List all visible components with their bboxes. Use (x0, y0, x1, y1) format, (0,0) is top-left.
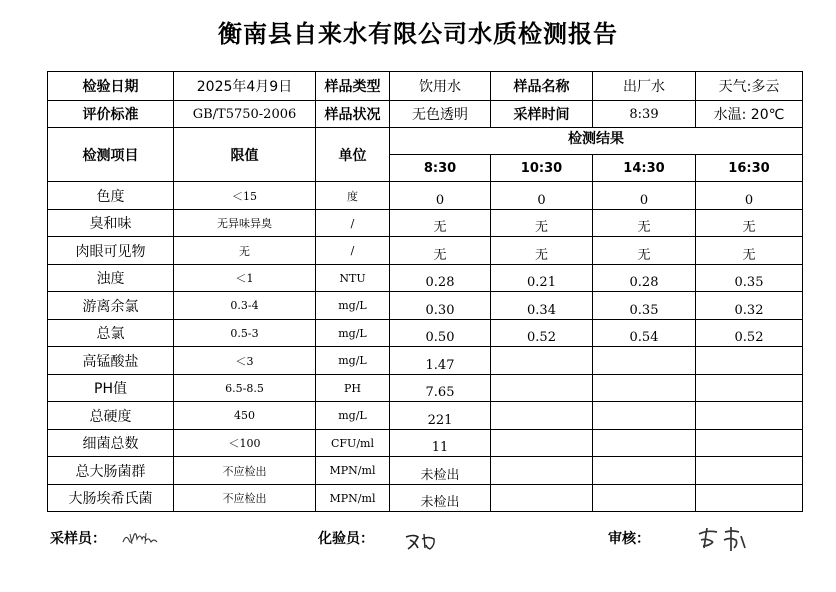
item-name: 总氯 (48, 320, 174, 347)
result-cell (593, 485, 696, 512)
limit-value: ＜1 (174, 265, 316, 292)
item-name: 游离余氯 (48, 292, 174, 320)
result-cell (593, 210, 696, 237)
result-value: 无 (534, 220, 548, 235)
result-cell (390, 430, 491, 457)
result-value: 无 (742, 220, 756, 235)
result-cell (593, 292, 696, 320)
item-name: PH值 (48, 375, 174, 402)
item-header: 检测项目 (48, 128, 174, 182)
result-value: 7.65 (425, 385, 455, 400)
limit-value: 无异味异臭 (174, 210, 316, 237)
result-value: 未检出 (420, 495, 460, 510)
result-value: 0 (639, 193, 649, 208)
result-value: 11 (431, 440, 449, 455)
result-cell (491, 210, 593, 237)
item-name: 臭和味 (48, 210, 174, 237)
time-header: 14:30 (593, 155, 696, 182)
result-cell (696, 457, 803, 485)
result-cell (491, 265, 593, 292)
result-value: 0.28 (629, 275, 659, 290)
result-value: 未检出 (420, 468, 460, 483)
date-label: 检验日期 (48, 72, 174, 101)
result-cell (696, 320, 803, 347)
limit-value: 不应检出 (174, 457, 316, 485)
table-row (48, 402, 803, 430)
result-value: 无 (433, 220, 447, 235)
unit-value: MPN/ml (316, 457, 390, 485)
result-cell (491, 485, 593, 512)
item-name: 总大肠菌群 (48, 457, 174, 485)
table-row (48, 347, 803, 375)
table-row (48, 292, 803, 320)
table-row (48, 457, 803, 485)
result-value: 0.54 (629, 330, 659, 345)
result-value: 0 (744, 193, 754, 208)
results-header: 检测结果 (390, 128, 803, 155)
limit-value: 6.5-8.5 (174, 375, 316, 402)
result-cell (390, 375, 491, 402)
result-value: 0.35 (629, 303, 659, 318)
result-value: 0.34 (527, 303, 556, 318)
result-cell (696, 430, 803, 457)
result-cell (593, 457, 696, 485)
time-header: 16:30 (696, 155, 803, 182)
result-value: 无 (742, 248, 756, 263)
limit-value: 不应检出 (174, 485, 316, 512)
sampling-time-label: 采样时间 (491, 101, 593, 128)
result-cell (390, 265, 491, 292)
result-value: 无 (534, 248, 548, 263)
limit-value: ＜3 (174, 347, 316, 375)
result-cell (696, 265, 803, 292)
result-cell (491, 375, 593, 402)
result-value: 无 (637, 248, 651, 263)
unit-value: 度 (316, 182, 390, 210)
unit-value: mg/L (316, 402, 390, 430)
result-cell (696, 347, 803, 375)
result-cell (390, 402, 491, 430)
reviewer-signature (695, 524, 749, 554)
limit-value: 0.3-4 (174, 292, 316, 320)
header-row-1 (48, 128, 803, 155)
standard-label: 评价标准 (48, 101, 174, 128)
result-cell (390, 320, 491, 347)
result-cell (593, 430, 696, 457)
sample-name-label: 样品名称 (491, 72, 593, 101)
sampler-signature (120, 528, 162, 550)
result-cell (696, 485, 803, 512)
result-cell (696, 182, 803, 210)
result-cell (390, 485, 491, 512)
result-cell (696, 402, 803, 430)
limit-value: 无 (174, 237, 316, 265)
result-cell (491, 237, 593, 265)
result-cell (593, 237, 696, 265)
result-value: 无 (433, 248, 447, 263)
water-temp-value: 水温: 20℃ (696, 101, 803, 128)
result-cell (593, 347, 696, 375)
item-name: 高锰酸盐 (48, 347, 174, 375)
item-name: 细菌总数 (48, 430, 174, 457)
sampler-label: 采样员： (50, 531, 106, 547)
table-row (48, 210, 803, 237)
item-name: 大肠埃希氏菌 (48, 485, 174, 512)
result-cell (491, 182, 593, 210)
info-row-1 (48, 72, 803, 101)
table-row (48, 237, 803, 265)
unit-value: MPN/ml (316, 485, 390, 512)
time-header: 10:30 (491, 155, 593, 182)
result-cell (491, 320, 593, 347)
table-row (48, 320, 803, 347)
result-cell (491, 292, 593, 320)
item-name: 总硬度 (48, 402, 174, 430)
result-cell (696, 210, 803, 237)
result-cell (491, 347, 593, 375)
limit-value: 450 (174, 402, 316, 430)
result-value: 0 (435, 193, 445, 208)
time-header: 8:30 (390, 155, 491, 182)
limit-value: 0.5-3 (174, 320, 316, 347)
unit-value: mg/L (316, 347, 390, 375)
water-quality-table (47, 71, 803, 512)
result-cell (390, 237, 491, 265)
unit-value: CFU/ml (316, 430, 390, 457)
unit-value: mg/L (316, 292, 390, 320)
result-cell (593, 375, 696, 402)
result-value: 0.28 (425, 275, 455, 290)
result-cell (390, 210, 491, 237)
result-value: 0.35 (734, 275, 764, 290)
table-row (48, 182, 803, 210)
result-cell (390, 457, 491, 485)
table-row (48, 375, 803, 402)
reviewer-label: 审核： (608, 531, 650, 547)
result-cell (593, 320, 696, 347)
result-value: 221 (427, 413, 453, 428)
result-value: 0.52 (527, 330, 556, 345)
result-cell (491, 457, 593, 485)
limit-value: ＜100 (174, 430, 316, 457)
result-value: 0.30 (425, 303, 455, 318)
item-name: 色度 (48, 182, 174, 210)
tester-label: 化验员： (318, 531, 374, 547)
limit-value: ＜15 (174, 182, 316, 210)
table-row (48, 485, 803, 512)
info-row-2 (48, 101, 803, 128)
date-value: 2025年4月9日 (174, 72, 316, 101)
standard-value: GB/T5750-2006 (174, 101, 316, 128)
result-value: 0.21 (527, 275, 556, 290)
table-row (48, 430, 803, 457)
result-cell (491, 402, 593, 430)
item-name: 肉眼可见物 (48, 237, 174, 265)
unit-header: 单位 (316, 128, 390, 182)
result-cell (390, 292, 491, 320)
sample-type-label: 样品类型 (316, 72, 390, 101)
result-value: 0 (537, 193, 546, 208)
result-value: 0.52 (734, 330, 764, 345)
item-name: 浊度 (48, 265, 174, 292)
unit-value: / (316, 237, 390, 265)
weather-value: 天气:多云 (696, 72, 803, 101)
result-cell (593, 182, 696, 210)
result-cell (390, 347, 491, 375)
sample-state-label: 样品状况 (316, 101, 390, 128)
unit-value: NTU (316, 265, 390, 292)
unit-value: mg/L (316, 320, 390, 347)
result-cell (696, 375, 803, 402)
sampling-time-value: 8:39 (593, 101, 696, 128)
report-title: 衡南县自来水有限公司水质检测报告 (218, 20, 618, 48)
result-cell (491, 430, 593, 457)
result-value: 1.47 (425, 358, 455, 373)
result-value: 0.50 (425, 330, 455, 345)
result-value: 0.32 (734, 303, 764, 318)
sample-type-value: 饮用水 (390, 72, 491, 101)
unit-value: PH (316, 375, 390, 402)
result-cell (390, 182, 491, 210)
result-cell (593, 265, 696, 292)
sample-name-value: 出厂水 (593, 72, 696, 101)
result-value: 无 (637, 220, 651, 235)
unit-value: / (316, 210, 390, 237)
result-cell (696, 237, 803, 265)
result-cell (593, 402, 696, 430)
table-row (48, 265, 803, 292)
tester-signature (400, 528, 444, 552)
limit-header: 限值 (174, 128, 316, 182)
result-cell (696, 292, 803, 320)
sample-state-value: 无色透明 (390, 101, 491, 128)
